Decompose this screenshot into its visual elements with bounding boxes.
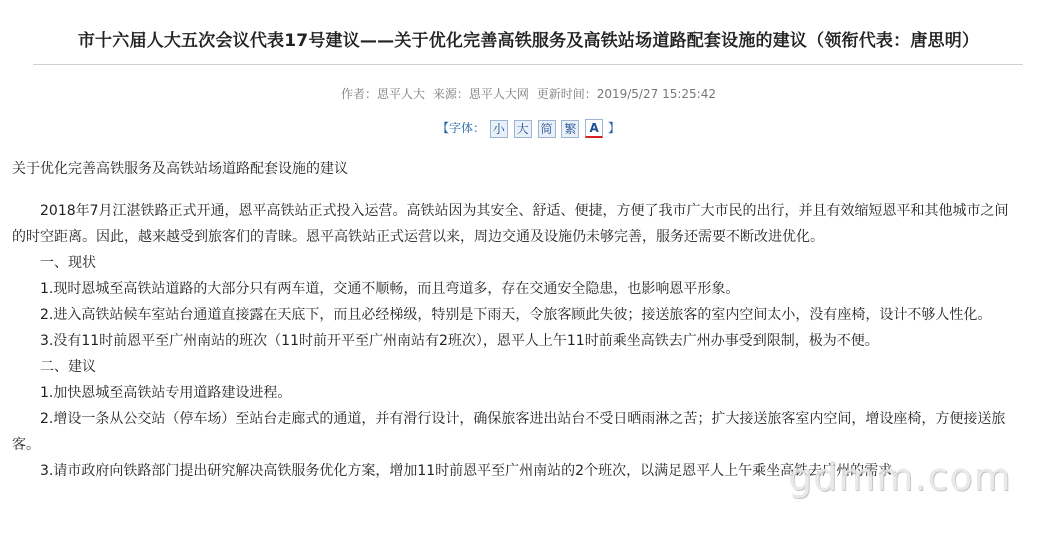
article-body (12, 198, 1022, 484)
meta-source: 来源：恩平人大网 (432, 87, 529, 101)
paragraph-status-2: 2.进入高铁站候车室站台通道直接露在天底下，而且必经梯级，特别是下雨天，令旅客顾此失彼；接送旅客的室内空间太小，没有座椅，设计不够人性化。 (40, 307, 992, 323)
font-toolbar (0, 119, 1057, 138)
font-color-icon[interactable]: A (585, 119, 603, 138)
traditional-chinese-button[interactable]: 繁 (561, 120, 579, 138)
paragraph-status-1: 1.现时恩城至高铁站道路的大部分只有两车道，交通不顺畅，而且弯道多，存在交通安全隐患，也影响恩平形象。 (40, 281, 740, 297)
title-divider (33, 64, 1023, 65)
meta-updated: 更新时间：2019/5/27 15:25:42 (536, 87, 716, 101)
paragraph-suggestion-2: 2.增设一条从公交站（停车场）至站台走廊式的通道，并有滑行设计，确保旅客进出站台不受日晒雨淋之苦；扩大接送旅客室内空间，增设座椅，方便接送旅客。 (12, 411, 1006, 453)
watermark: gdmm.com (788, 455, 1012, 499)
section-heading-suggestions: 二、建议 (40, 359, 96, 375)
font-toolbar-label: 【字体： (437, 121, 486, 135)
paragraph-status-3: 3.没有11时前恩平至广州南站的班次（11时前开平至广州南站有2班次），恩平人上午11时前乘坐高铁去广州办事受到限制，极为不便。 (40, 333, 879, 349)
article-meta (0, 85, 1057, 102)
font-toolbar-close: 】 (607, 121, 620, 135)
article-lead: 关于优化完善高铁服务及高铁站场道路配套设施的建议 (12, 161, 348, 177)
article-title: 市十六届人大五次会议代表17号建议——关于优化完善高铁服务及高铁站场道路配套设施的建议（领衔代表：唐思明） (77, 31, 980, 51)
font-large-button[interactable]: 大 (514, 120, 532, 138)
meta-author: 作者：恩平人大 (341, 87, 426, 101)
paragraph-suggestion-1: 1.加快恩城至高铁站专用道路建设进程。 (40, 385, 292, 401)
paragraph-suggestion-3: 3.请市政府向铁路部门提出研究解决高铁服务优化方案，增加11时前恩平至广州南站的2个班次，以满足恩平人上午乘坐高铁去广州的需求。 (40, 463, 907, 479)
simplified-chinese-button[interactable]: 简 (538, 120, 556, 138)
paragraph-intro: 2018年7月江湛铁路正式开通，恩平高铁站正式投入运营。高铁站因为其安全、舒适、便捷，方便了我市广大市民的出行，并且有效缩短恩平和其他城市之间的时空距离。因此，越来越受到旅客们的青睐。恩平高铁站正式运营以来，周边交通及设施仍未够完善，服务还需要不断改进优化。 (12, 203, 1009, 245)
font-small-button[interactable]: 小 (490, 120, 508, 138)
section-heading-status: 一、现状 (40, 255, 96, 271)
